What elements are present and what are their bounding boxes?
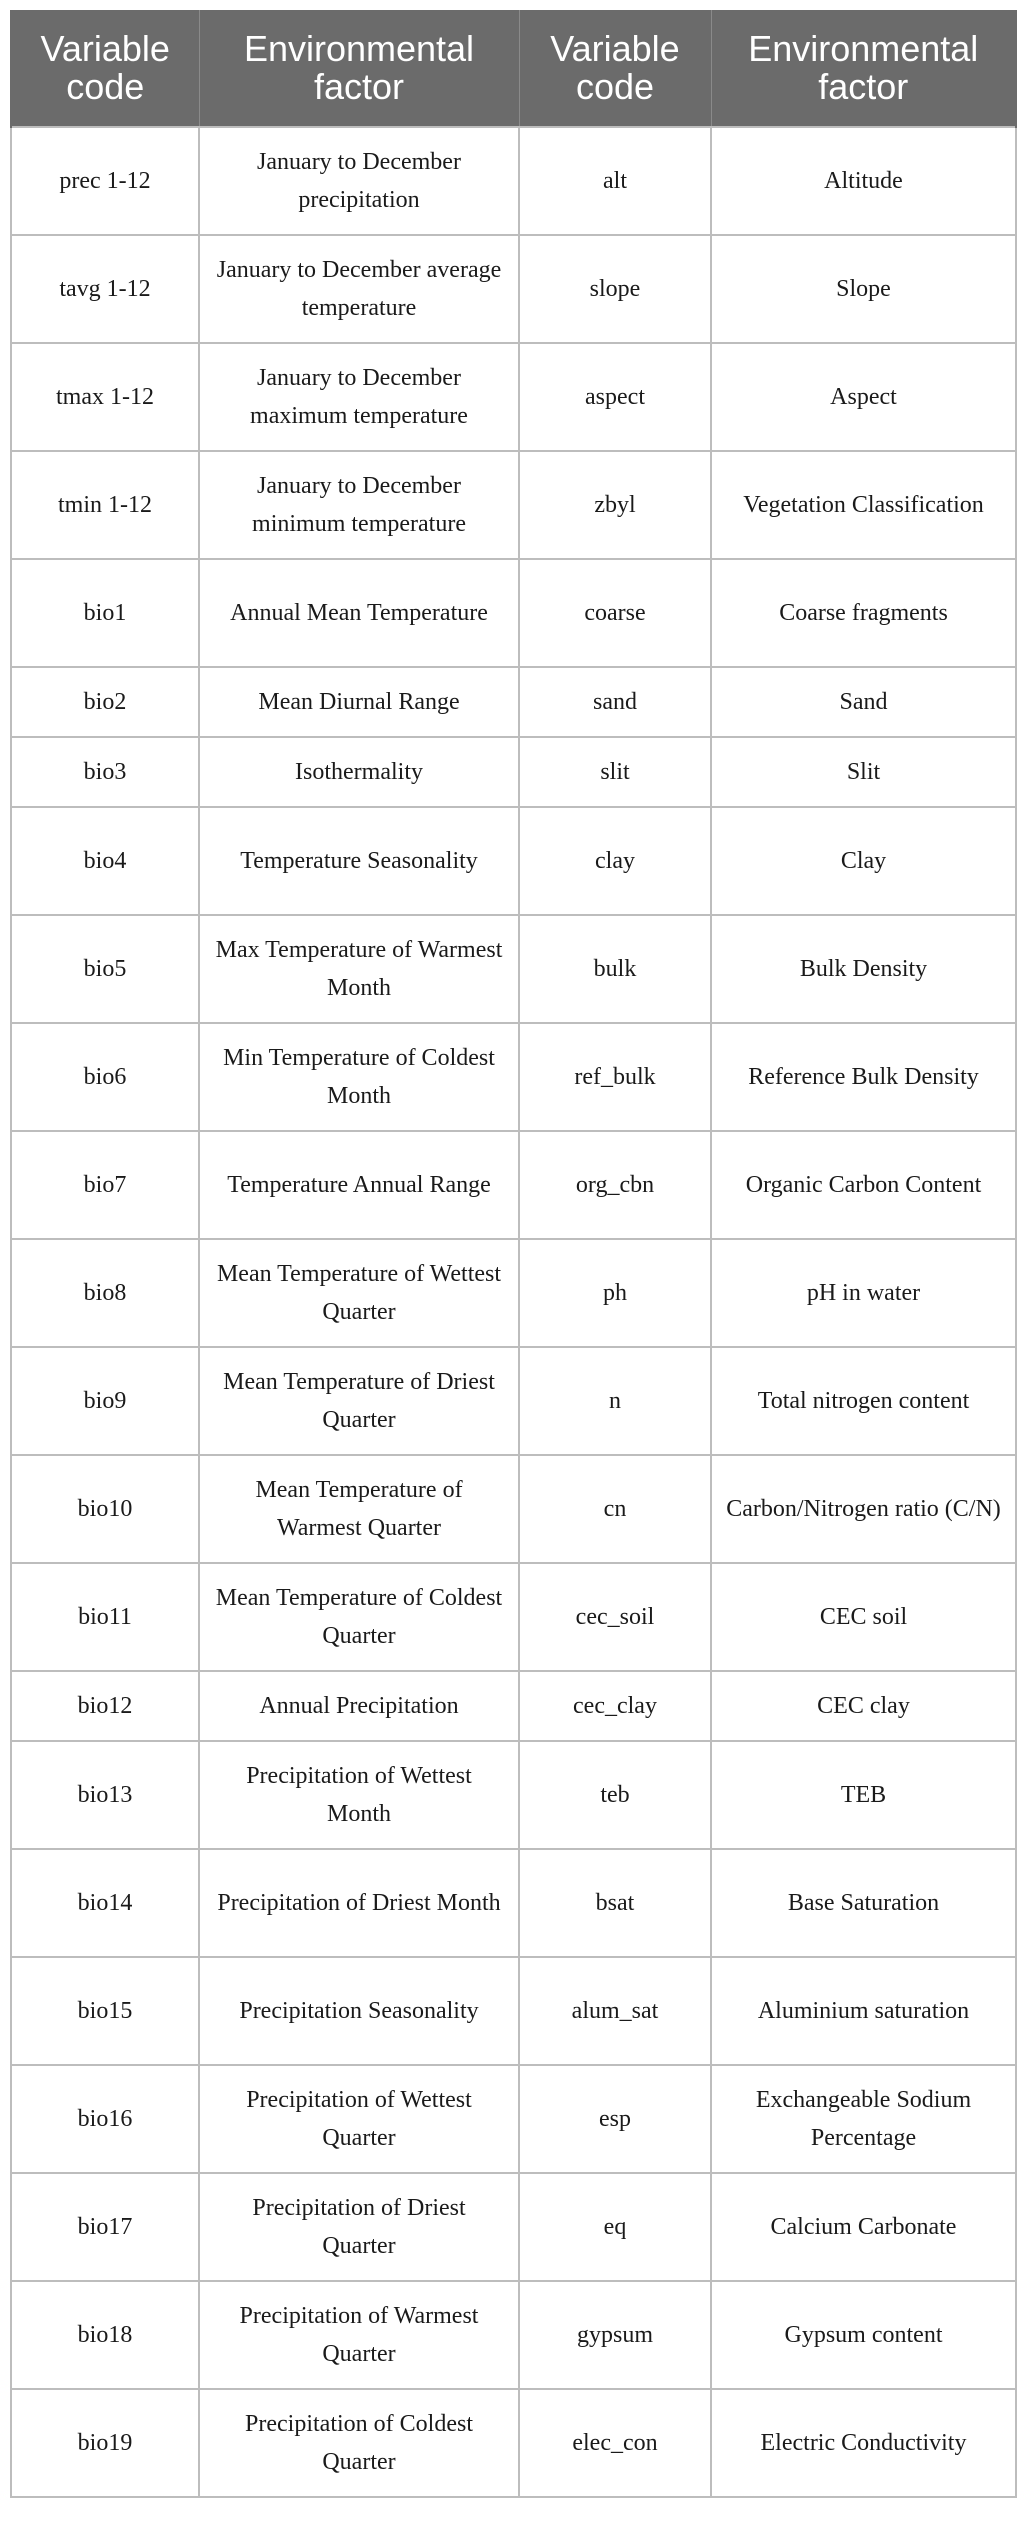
environmental-factor-cell: Annual Precipitation: [199, 1671, 519, 1741]
variable-code-cell: ph: [519, 1239, 711, 1347]
variable-code-cell: bio14: [11, 1849, 199, 1957]
table-row: [11, 127, 1016, 235]
environmental-factor-cell: Mean Temperature of Wettest Quarter: [199, 1239, 519, 1347]
table-row: [11, 1131, 1016, 1239]
table-row: [11, 1957, 1016, 2065]
variable-code-cell: clay: [519, 807, 711, 915]
environmental-factor-cell: Temperature Seasonality: [199, 807, 519, 915]
table-row: [11, 915, 1016, 1023]
environmental-variables-table: [10, 10, 1017, 2498]
table-row: [11, 235, 1016, 343]
header-variable-code-1: Variable code: [11, 10, 199, 127]
table-header: [11, 10, 1016, 127]
variable-code-cell: bio3: [11, 737, 199, 807]
environmental-factor-cell: Clay: [711, 807, 1016, 915]
variable-code-cell: bio15: [11, 1957, 199, 2065]
environmental-factor-cell: Coarse fragments: [711, 559, 1016, 667]
environmental-factor-cell: pH in water: [711, 1239, 1016, 1347]
variable-code-cell: bio17: [11, 2173, 199, 2281]
environmental-factor-cell: CEC clay: [711, 1671, 1016, 1741]
variable-code-cell: bio2: [11, 667, 199, 737]
environmental-factor-cell: Reference Bulk Density: [711, 1023, 1016, 1131]
environmental-factor-cell: Base Saturation: [711, 1849, 1016, 1957]
environmental-factor-cell: Mean Temperature of Warmest Quarter: [199, 1455, 519, 1563]
table-row: [11, 343, 1016, 451]
variable-code-cell: tmin 1-12: [11, 451, 199, 559]
variable-code-cell: ref_bulk: [519, 1023, 711, 1131]
environmental-factor-cell: Temperature Annual Range: [199, 1131, 519, 1239]
table-row: [11, 1239, 1016, 1347]
environmental-factor-cell: CEC soil: [711, 1563, 1016, 1671]
environmental-factor-cell: January to December precipitation: [199, 127, 519, 235]
variable-code-cell: alum_sat: [519, 1957, 711, 2065]
variable-code-cell: cn: [519, 1455, 711, 1563]
table-row: [11, 737, 1016, 807]
variable-code-cell: bio7: [11, 1131, 199, 1239]
table-row: [11, 1023, 1016, 1131]
variable-code-cell: bio19: [11, 2389, 199, 2497]
table-row: [11, 2281, 1016, 2389]
header-row: [11, 10, 1016, 127]
variable-code-cell: coarse: [519, 559, 711, 667]
variable-code-cell: n: [519, 1347, 711, 1455]
variable-code-cell: bio13: [11, 1741, 199, 1849]
table-row: [11, 2065, 1016, 2173]
environmental-factor-cell: Aluminium saturation: [711, 1957, 1016, 2065]
table-body: [11, 127, 1016, 2497]
environmental-factor-cell: Precipitation of Driest Quarter: [199, 2173, 519, 2281]
table-row: [11, 559, 1016, 667]
header-environmental-factor-2: Environmental factor: [711, 10, 1016, 127]
variable-code-cell: prec 1-12: [11, 127, 199, 235]
environmental-factor-cell: Precipitation of Wettest Quarter: [199, 2065, 519, 2173]
environmental-factor-cell: Bulk Density: [711, 915, 1016, 1023]
variable-code-cell: slope: [519, 235, 711, 343]
table-row: [11, 1455, 1016, 1563]
variable-code-cell: elec_con: [519, 2389, 711, 2497]
variable-code-cell: bio18: [11, 2281, 199, 2389]
variable-code-cell: aspect: [519, 343, 711, 451]
variable-code-cell: alt: [519, 127, 711, 235]
variable-code-cell: org_cbn: [519, 1131, 711, 1239]
table-row: [11, 667, 1016, 737]
environmental-factor-cell: Precipitation of Coldest Quarter: [199, 2389, 519, 2497]
table-row: [11, 2173, 1016, 2281]
environmental-factor-cell: Carbon/Nitrogen ratio (C/N): [711, 1455, 1016, 1563]
variable-code-cell: cec_soil: [519, 1563, 711, 1671]
variable-code-cell: bio1: [11, 559, 199, 667]
environmental-factor-cell: Slit: [711, 737, 1016, 807]
variable-code-cell: cec_clay: [519, 1671, 711, 1741]
table-row: [11, 1347, 1016, 1455]
environmental-factor-cell: Total nitrogen content: [711, 1347, 1016, 1455]
variables-table-container: [10, 10, 1015, 2498]
variable-code-cell: bio9: [11, 1347, 199, 1455]
environmental-factor-cell: Min Temperature of Coldest Month: [199, 1023, 519, 1131]
table-row: [11, 807, 1016, 915]
variable-code-cell: bio5: [11, 915, 199, 1023]
table-row: [11, 2389, 1016, 2497]
environmental-factor-cell: Exchangeable Sodium Percentage: [711, 2065, 1016, 2173]
variable-code-cell: bio4: [11, 807, 199, 915]
variable-code-cell: gypsum: [519, 2281, 711, 2389]
header-environmental-factor-1: Environmental factor: [199, 10, 519, 127]
variable-code-cell: esp: [519, 2065, 711, 2173]
table-row: [11, 1849, 1016, 1957]
variable-code-cell: bio8: [11, 1239, 199, 1347]
table-row: [11, 451, 1016, 559]
environmental-factor-cell: Calcium Carbonate: [711, 2173, 1016, 2281]
environmental-factor-cell: Gypsum content: [711, 2281, 1016, 2389]
table-row: [11, 1671, 1016, 1741]
environmental-factor-cell: Mean Diurnal Range: [199, 667, 519, 737]
variable-code-cell: tmax 1-12: [11, 343, 199, 451]
environmental-factor-cell: Aspect: [711, 343, 1016, 451]
variable-code-cell: teb: [519, 1741, 711, 1849]
variable-code-cell: bio12: [11, 1671, 199, 1741]
environmental-factor-cell: January to December average temperature: [199, 235, 519, 343]
environmental-factor-cell: Slope: [711, 235, 1016, 343]
variable-code-cell: bio16: [11, 2065, 199, 2173]
environmental-factor-cell: January to December minimum temperature: [199, 451, 519, 559]
environmental-factor-cell: Precipitation of Driest Month: [199, 1849, 519, 1957]
table-row: [11, 1563, 1016, 1671]
environmental-factor-cell: Precipitation of Warmest Quarter: [199, 2281, 519, 2389]
environmental-factor-cell: Mean Temperature of Driest Quarter: [199, 1347, 519, 1455]
environmental-factor-cell: Isothermality: [199, 737, 519, 807]
variable-code-cell: bio6: [11, 1023, 199, 1131]
environmental-factor-cell: Sand: [711, 667, 1016, 737]
environmental-factor-cell: Precipitation Seasonality: [199, 1957, 519, 2065]
variable-code-cell: eq: [519, 2173, 711, 2281]
environmental-factor-cell: Mean Temperature of Coldest Quarter: [199, 1563, 519, 1671]
variable-code-cell: tavg 1-12: [11, 235, 199, 343]
environmental-factor-cell: Altitude: [711, 127, 1016, 235]
variable-code-cell: sand: [519, 667, 711, 737]
environmental-factor-cell: Precipitation of Wettest Month: [199, 1741, 519, 1849]
variable-code-cell: zbyl: [519, 451, 711, 559]
variable-code-cell: bsat: [519, 1849, 711, 1957]
variable-code-cell: bio11: [11, 1563, 199, 1671]
environmental-factor-cell: Vegetation Classification: [711, 451, 1016, 559]
environmental-factor-cell: TEB: [711, 1741, 1016, 1849]
environmental-factor-cell: Max Temperature of Warmest Month: [199, 915, 519, 1023]
header-variable-code-2: Variable code: [519, 10, 711, 127]
environmental-factor-cell: Organic Carbon Content: [711, 1131, 1016, 1239]
variable-code-cell: bulk: [519, 915, 711, 1023]
environmental-factor-cell: Annual Mean Temperature: [199, 559, 519, 667]
variable-code-cell: bio10: [11, 1455, 199, 1563]
environmental-factor-cell: January to December maximum temperature: [199, 343, 519, 451]
variable-code-cell: slit: [519, 737, 711, 807]
table-row: [11, 1741, 1016, 1849]
environmental-factor-cell: Electric Conductivity: [711, 2389, 1016, 2497]
